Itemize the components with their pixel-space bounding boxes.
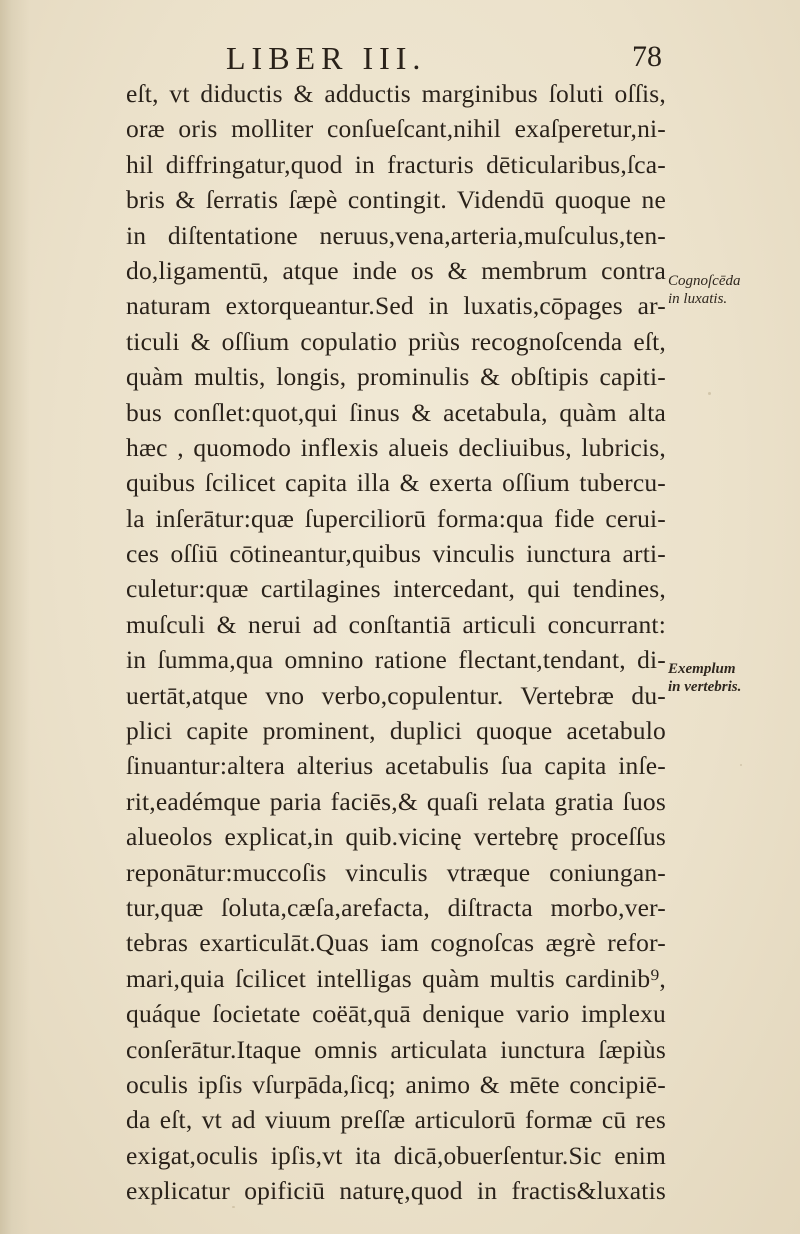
text-line: oræ oris molliter conſueſcant,nihil exaſperetur,ni- [126, 114, 666, 144]
paper-speck [740, 764, 742, 766]
text-line: oculis ipſis vſurpāda,ſicq; animo & mēte concipiē- [126, 1069, 666, 1099]
marginal-note-vertebris [668, 660, 741, 696]
text-line: la inſerātur:quæ ſuperciliorū forma:qua fide cerui- [126, 503, 666, 533]
text-line: uertāt,atque vno verbo,copulentur. Vertebræ du- [126, 680, 666, 710]
text-line: tebras exarticulāt.Quas iam cognoſcas ægrè refor- [126, 928, 666, 958]
body-text [126, 76, 666, 1209]
text-line: da eſt, vt ad viuum preſſæ articulorū formæ cū res [126, 1105, 666, 1135]
text-line: explicatur opificiū naturę,quod in fractis&luxatis [126, 1176, 666, 1206]
text-line: hæc , quomodo inflexis alueis decliuibus, lubricis, [126, 432, 666, 462]
text-line: eſt, vt diductis & adductis marginibus ſoluti oſſis, [126, 79, 666, 108]
text-line: culetur:quæ cartilagines intercedant, qui tendines, [126, 574, 666, 604]
text-line: plici capite prominent, duplici quoque acetabulo [126, 716, 666, 746]
text-line: bris & ſerratis ſæpè contingit. Videndū quoque ne [126, 185, 666, 215]
page-number: 78 [632, 40, 662, 73]
text-line: quàm multis, longis, prominulis & obſtipis capiti- [126, 362, 666, 392]
text-line: ſinuantur:altera alterius acetabulis ſua capita inſe- [126, 751, 666, 781]
text-line: do,ligamentū, atque inde os & membrum contra [126, 255, 666, 285]
text-line: rit,eadémque paria faciēs,& quaſi relata gratia ſuos [126, 786, 666, 816]
marginal-note-line: in luxatis. [668, 291, 728, 307]
text-line: ticuli & oſſium copulatio priùs recognoſcenda eſt, [126, 326, 666, 356]
text-line: alueolos explicat,in quib.vicinę vertebrę proceſſus [126, 822, 666, 852]
text-line: ces oſſiū cōtineantur,quibus vinculis iunctura arti- [126, 539, 666, 569]
text-line: muſculi & nerui ad conſtantiā articuli concurrant: [126, 609, 666, 639]
text-line: mari,quia ſcilicet intelligas quàm multis cardinib⁹, [126, 963, 666, 993]
text-line: conſerātur.Itaque omnis articulata iunctura ſæpiùs [126, 1034, 666, 1064]
marginal-note-luxatis [668, 272, 741, 308]
text-line: tur,quæ ſoluta,cæſa,arefacta, diſtracta morbo,ver- [126, 892, 666, 922]
text-line: quáque ſocietate coëāt,quā denique vario implexu [126, 999, 666, 1029]
marginal-note-line: in vertebris. [668, 679, 742, 695]
page-header [226, 40, 662, 80]
running-title: LIBER III. [226, 40, 427, 76]
text-line: in diſtentatione neruus,vena,arteria,muſculus,ten- [126, 220, 666, 250]
marginal-note-line: Cognoſcēda [668, 273, 741, 289]
page-gutter-shadow [0, 0, 30, 1234]
text-line: reponātur:muccoſis vinculis vtræque coniungan- [126, 857, 666, 887]
paper-speck [232, 1206, 235, 1208]
text-line: hil diffringatur,quod in fracturis dēticularibus,ſca- [126, 149, 666, 179]
text-line: bus conſlet:quot,qui ſinus & acetabula, quàm alta [126, 397, 666, 427]
text-line: in ſumma,qua omnino ratione flectant,tendant, di- [126, 645, 666, 675]
paper-speck [708, 392, 711, 395]
text-line: exigat,oculis ipſis,vt ita dicā,obuerſentur.Sic enim [126, 1140, 666, 1170]
marginal-note-line: Exemplum [668, 661, 736, 677]
text-line: naturam extorqueantur.Sed in luxatis,cōpages ar- [126, 291, 666, 321]
text-line: quibus ſcilicet capita illa & exerta oſſium tubercu- [126, 468, 666, 498]
